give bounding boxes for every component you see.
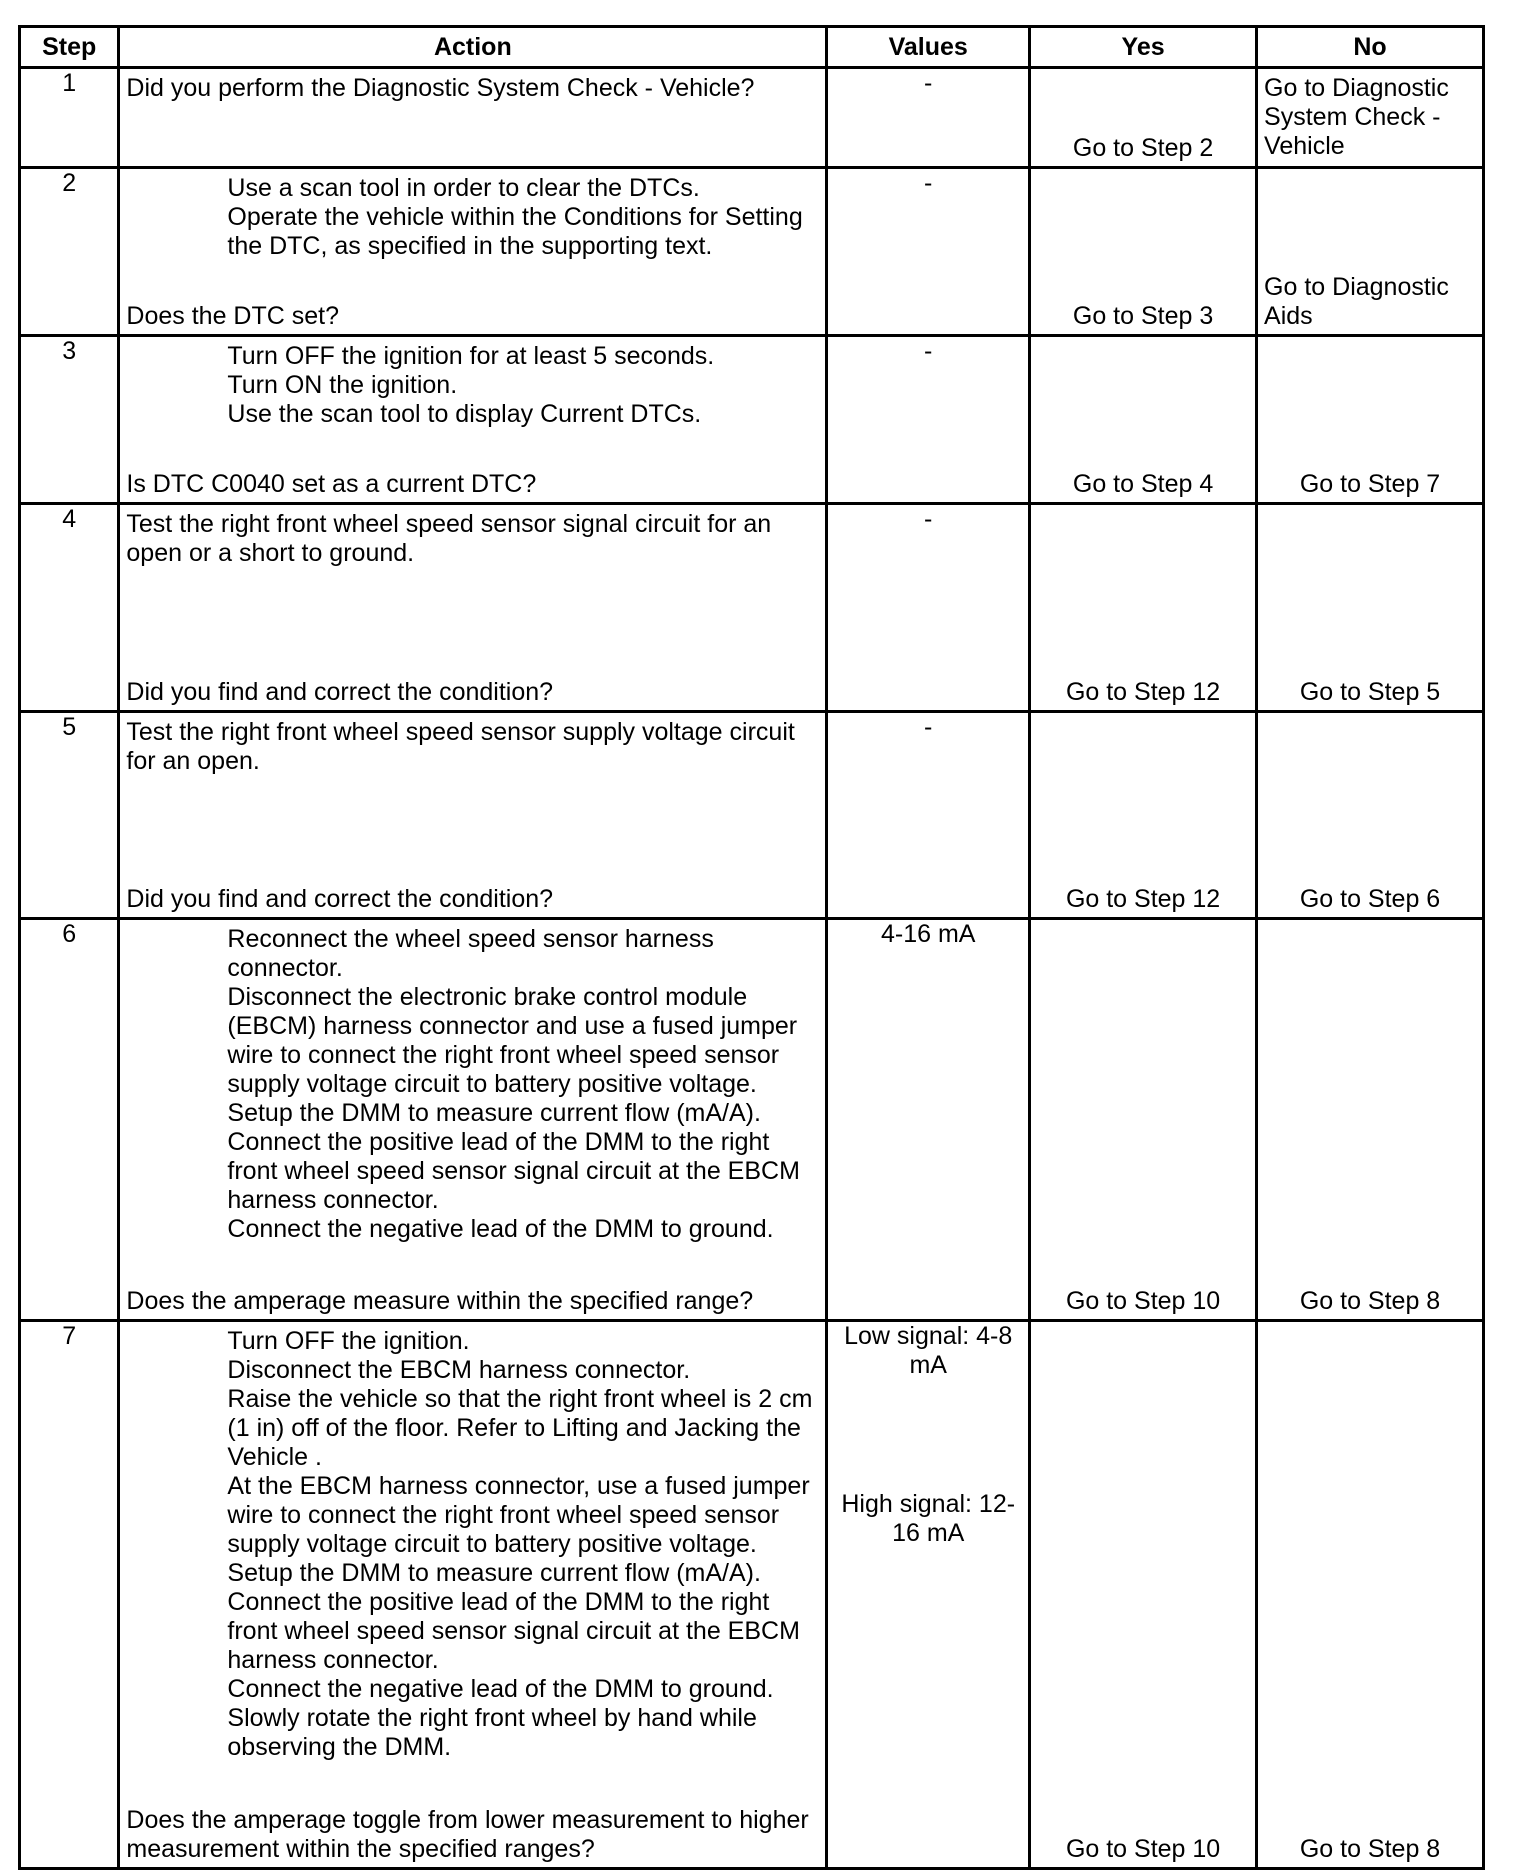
yes-cell [1030, 68, 1257, 168]
action-text: Test the right front wheel speed sensor supply voltage circuit for an open. [126, 718, 795, 775]
action-cell [119, 68, 827, 168]
table-row [20, 336, 1484, 504]
no-link[interactable]: Go to Step 8 [1299, 1287, 1441, 1315]
action-cell [119, 712, 827, 919]
no-cell [1257, 68, 1484, 168]
action-cell [119, 919, 827, 1321]
action-line: Setup the DMM to measure current flow (mA/A). [227, 1559, 761, 1587]
action-line: Connect the positive lead of the DMM to the right front wheel speed sensor signal circuit at the EBCM harness connector. [227, 1588, 800, 1674]
yes-link[interactable]: Go to Step 3 [1072, 302, 1214, 330]
step-number: 4 [20, 504, 119, 712]
yes-cell [1030, 336, 1257, 504]
action-question: Does the DTC set? [126, 302, 339, 330]
action-steps [227, 1327, 821, 1762]
table-row [20, 919, 1484, 1321]
action-line: Use the scan tool to display Current DTCs. [227, 400, 702, 428]
values-cell: - [827, 68, 1030, 168]
yes-cell [1030, 712, 1257, 919]
action-cell [119, 168, 827, 336]
no-link[interactable]: Go to Step 8 [1299, 1835, 1441, 1863]
header-row [20, 27, 1484, 68]
action-line: Connect the negative lead of the DMM to ground. [227, 1675, 774, 1703]
yes-link[interactable]: Go to Step 4 [1072, 470, 1214, 498]
table-row [20, 1321, 1484, 1869]
values-cell: - [827, 504, 1030, 712]
action-question: Is DTC C0040 set as a current DTC? [126, 470, 537, 498]
action-line: Setup the DMM to measure current flow (mA/A). [227, 1099, 761, 1127]
values-cell: - [827, 336, 1030, 504]
no-cell [1257, 1321, 1484, 1869]
no-cell [1257, 712, 1484, 919]
no-link[interactable]: Go to Step 6 [1299, 885, 1441, 913]
action-question: Does the amperage measure within the specified range? [126, 1287, 754, 1315]
table-row [20, 504, 1484, 712]
header-yes: Yes [1030, 27, 1257, 68]
action-cell [119, 336, 827, 504]
action-steps [227, 925, 821, 1244]
action-cell [119, 504, 827, 712]
action-line: Connect the negative lead of the DMM to ground. [227, 1215, 774, 1243]
yes-cell [1030, 504, 1257, 712]
step-number: 3 [20, 336, 119, 504]
action-line: Operate the vehicle within the Conditions for Setting the DTC, as specified in the supporting text. [227, 203, 803, 260]
action-line: Turn ON the ignition. [227, 371, 458, 399]
action-line: Raise the vehicle so that the right front wheel is 2 cm (1 in) off of the floor. Refer to Lifting and Jacking the Vehicle . [227, 1385, 813, 1471]
no-link[interactable]: Go to Step 5 [1299, 678, 1441, 706]
no-link[interactable]: Go to Diagnostic Aids [1264, 273, 1449, 330]
action-cell [119, 1321, 827, 1869]
no-cell [1257, 168, 1484, 336]
step-number: 1 [20, 68, 119, 168]
action-question: Did you find and correct the condition? [126, 678, 554, 706]
action-line: Turn OFF the ignition. [227, 1327, 470, 1355]
step-number: 5 [20, 712, 119, 919]
yes-link[interactable]: Go to Step 2 [1072, 134, 1214, 162]
step-number: 2 [20, 168, 119, 336]
no-cell [1257, 336, 1484, 504]
value-low-signal: Low signal: 4-8 mA [844, 1322, 1013, 1379]
yes-cell [1030, 168, 1257, 336]
action-text: Test the right front wheel speed sensor signal circuit for an open or a short to ground. [126, 510, 772, 567]
value-high-signal: High signal: 12-16 mA [841, 1490, 1016, 1547]
action-line: Slowly rotate the right front wheel by hand while observing the DMM. [227, 1704, 757, 1761]
action-line: Connect the positive lead of the DMM to the right front wheel speed sensor signal circuit at the EBCM harness connector. [227, 1128, 800, 1214]
action-line: At the EBCM harness connector, use a fused jumper wire to connect the right front wheel speed sensor supply voltage circuit to battery positive voltage. [227, 1472, 810, 1558]
action-question: Does the amperage toggle from lower measurement to higher measurement within the specified ranges? [126, 1806, 809, 1863]
yes-link[interactable]: Go to Step 12 [1065, 885, 1221, 913]
yes-cell [1030, 1321, 1257, 1869]
yes-link[interactable]: Go to Step 10 [1065, 1835, 1221, 1863]
action-line: Disconnect the EBCM harness connector. [227, 1356, 691, 1384]
header-values: Values [827, 27, 1030, 68]
action-text: Did you perform the Diagnostic System Check - Vehicle? [126, 74, 755, 102]
action-line: Turn OFF the ignition for at least 5 seconds. [227, 342, 715, 370]
values-cell: - [827, 168, 1030, 336]
table-row [20, 68, 1484, 168]
no-link[interactable]: Go to Diagnostic System Check - Vehicle [1264, 74, 1449, 160]
table-row [20, 712, 1484, 919]
value-spacer [828, 1380, 1028, 1490]
no-link[interactable]: Go to Step 7 [1299, 470, 1441, 498]
header-action: Action [119, 27, 827, 68]
header-no: No [1257, 27, 1484, 68]
header-step: Step [20, 27, 119, 68]
values-cell [827, 1321, 1030, 1869]
no-cell [1257, 919, 1484, 1321]
values-cell: - [827, 712, 1030, 919]
action-question: Did you find and correct the condition? [126, 885, 554, 913]
step-number: 7 [20, 1321, 119, 1869]
yes-link[interactable]: Go to Step 12 [1065, 678, 1221, 706]
action-line: Disconnect the electronic brake control module (EBCM) harness connector and use a fused jumper wire to connect the right front wheel speed sensor supply voltage circuit to battery positive voltage. [227, 983, 798, 1098]
no-cell [1257, 504, 1484, 712]
values-cell: 4-16 mA [827, 919, 1030, 1321]
yes-link[interactable]: Go to Step 10 [1065, 1287, 1221, 1315]
table-row [20, 168, 1484, 336]
action-steps [227, 174, 821, 261]
step-number: 6 [20, 919, 119, 1321]
yes-cell [1030, 919, 1257, 1321]
action-line: Use a scan tool in order to clear the DTCs. [227, 174, 700, 202]
diagnostic-table [18, 25, 1485, 1870]
action-line: Reconnect the wheel speed sensor harness connector. [227, 925, 714, 982]
action-steps [227, 342, 821, 429]
